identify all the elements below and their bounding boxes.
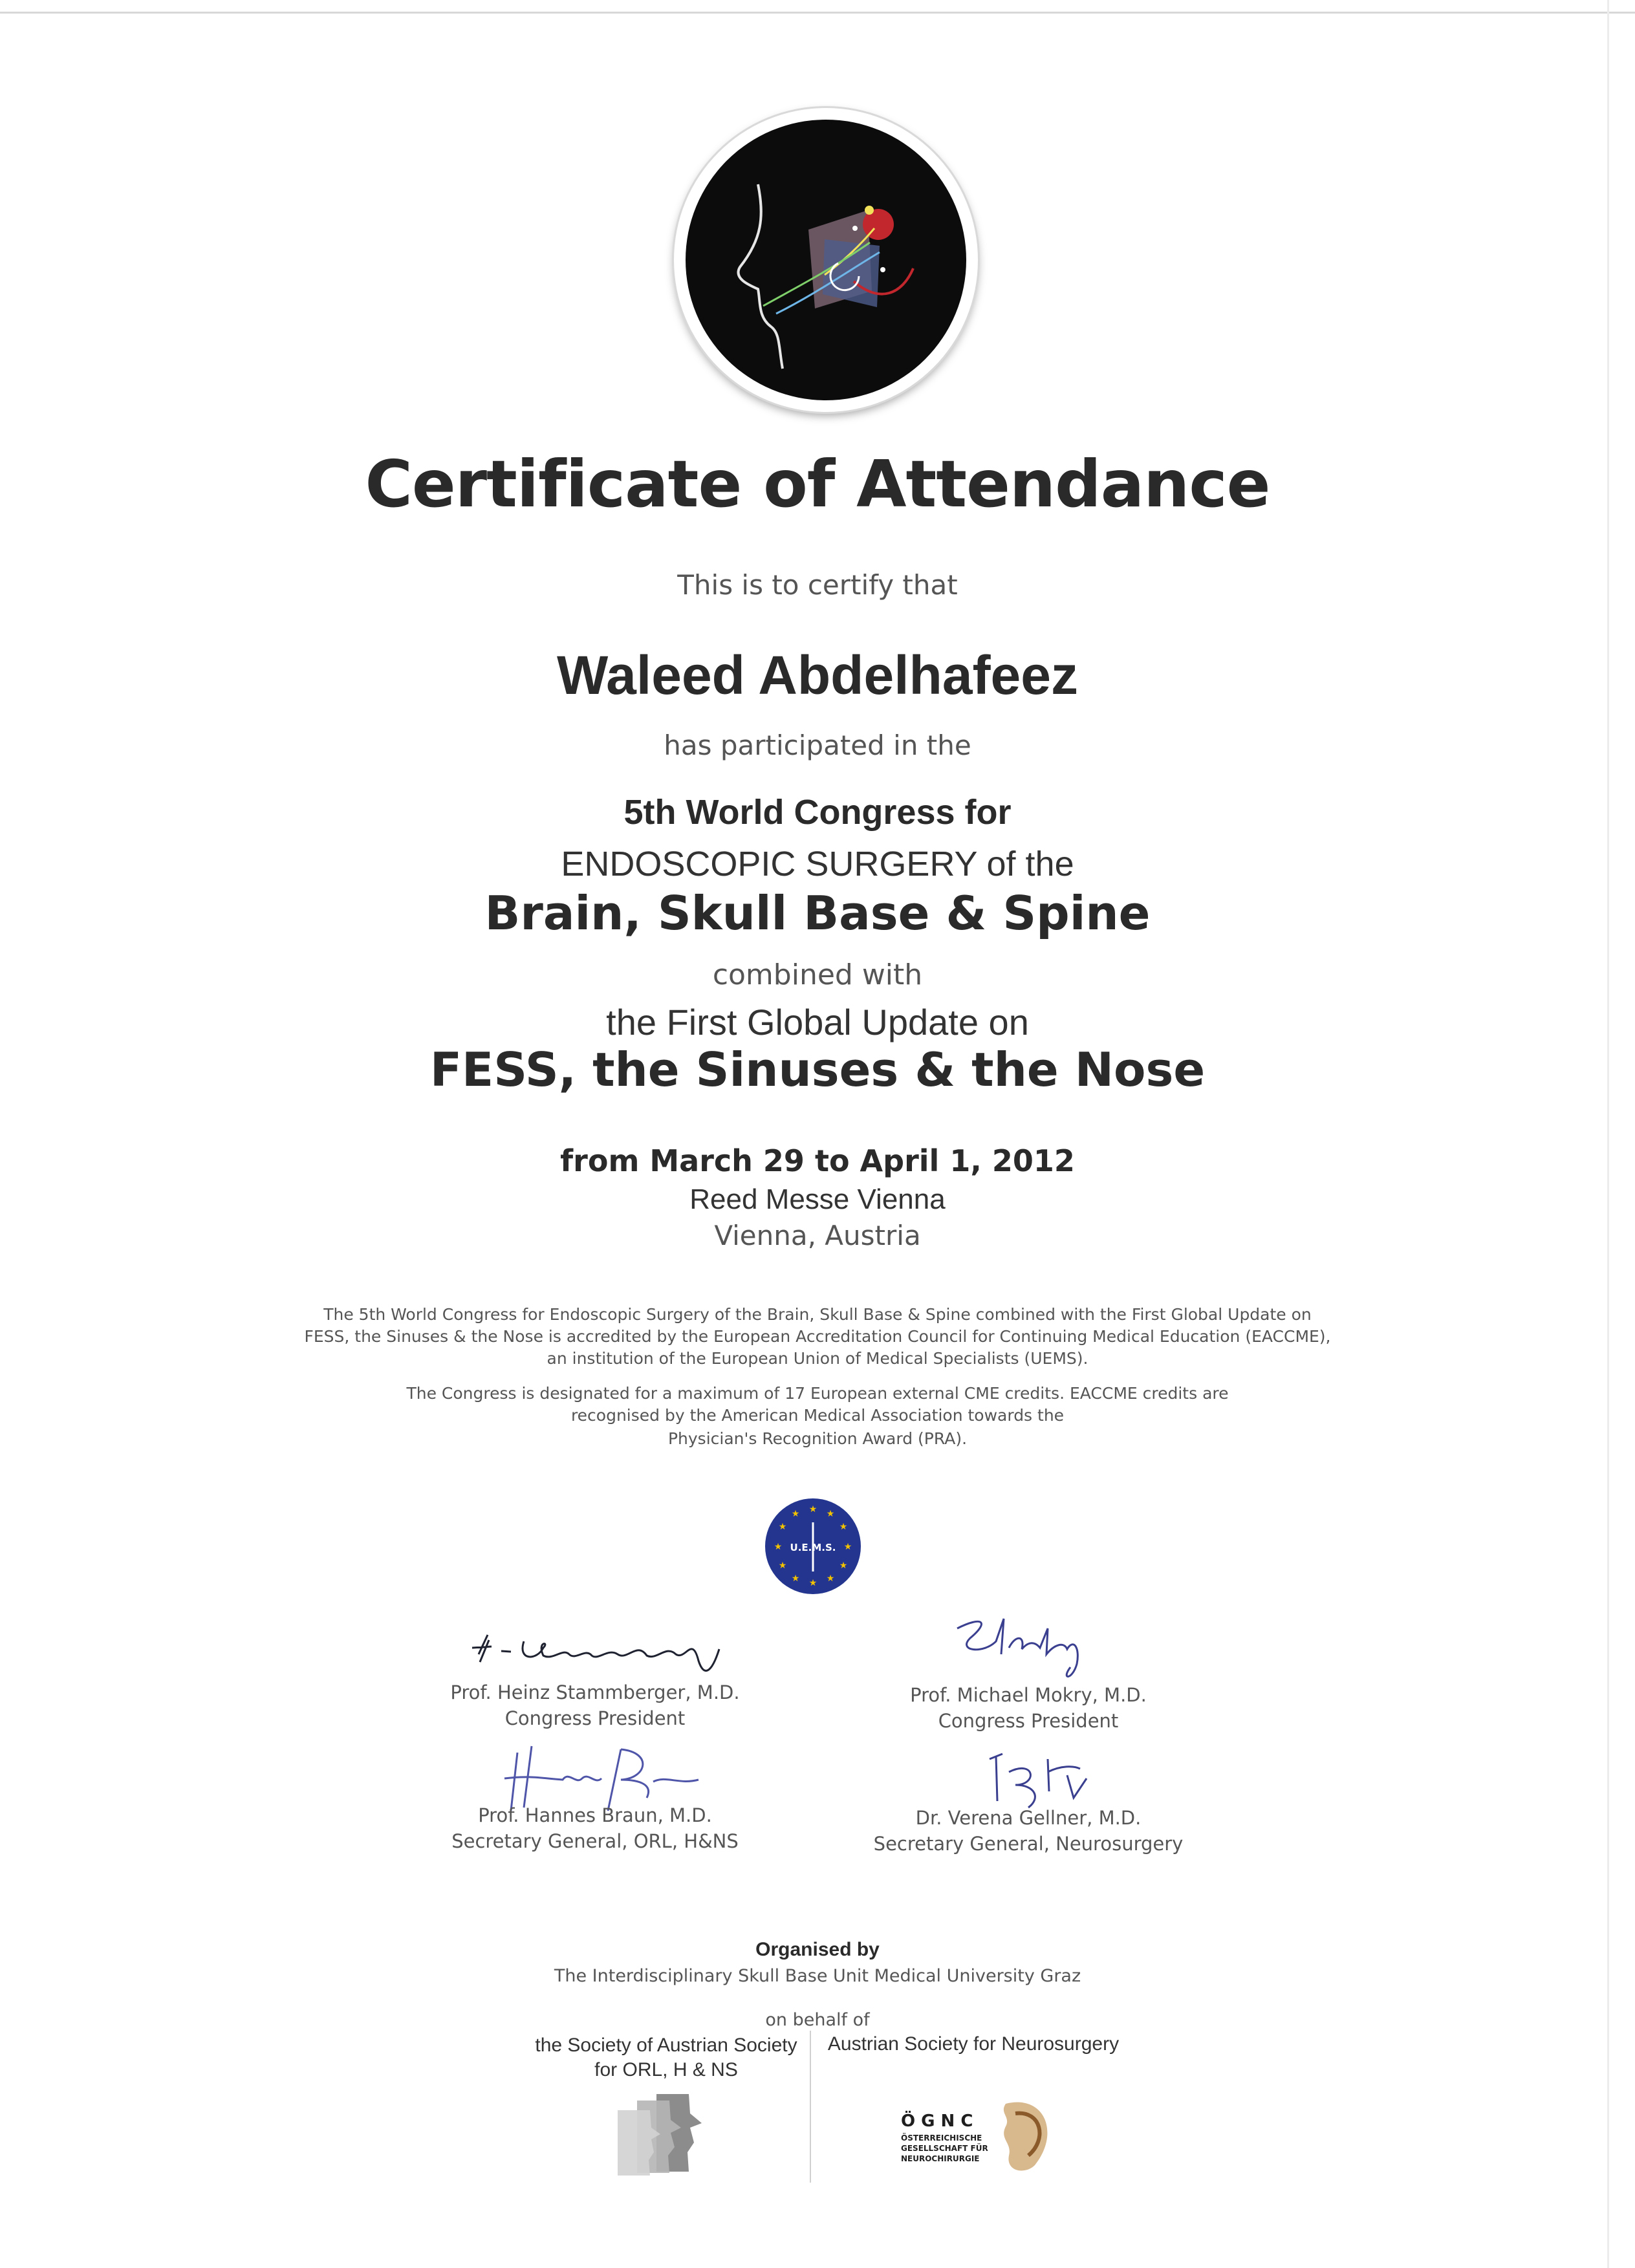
svg-text:★: ★: [808, 1578, 817, 1588]
event-dates: from March 29 to April 1, 2012: [560, 1143, 1075, 1178]
participated-line: has participated in the: [664, 729, 971, 761]
ognc-line-3: NEUROCHIRURGIE: [901, 2154, 980, 2163]
accreditation-line-1: The 5th World Congress for Endoscopic Surgery of the Brain, Skull Base & Spine combined with the First Global Update on: [323, 1305, 1312, 1324]
signatory-name-3: Prof. Hannes Braun, M.D.: [478, 1804, 712, 1826]
signatory-role-3: Secretary General, ORL, H&NS: [451, 1830, 739, 1852]
accreditation-line-2: FESS, the Sinuses & the Nose is accredited by the European Accreditation Council for Continuing Medical Education (EACCME),: [304, 1327, 1331, 1346]
signatory-role-2: Congress President: [938, 1710, 1119, 1732]
ognc-letters: Ö G N C: [901, 2111, 973, 2131]
signatory-name-2: Prof. Michael Mokry, M.D.: [910, 1684, 1147, 1706]
combined-line: combined with: [712, 958, 923, 991]
brain-line: Brain, Skull Base & Spine: [484, 886, 1151, 940]
signature-stammberger: [466, 1615, 750, 1687]
signature-mokry: [944, 1603, 1112, 1687]
event-city: Vienna, Austria: [714, 1220, 921, 1251]
attendee-name: Waleed Abdelhafeez: [557, 645, 1078, 706]
fess-line: FESS, the Sinuses & the Nose: [429, 1042, 1206, 1097]
first-global-line: the First Global Update on: [606, 1002, 1029, 1042]
signatory-name-4: Dr. Verena Gellner, M.D.: [915, 1807, 1142, 1829]
on-behalf-label: on behalf of: [765, 2010, 870, 2030]
ognc-line-1: ÖSTERREICHISCHE: [901, 2133, 982, 2143]
congress-line: 5th World Congress for: [623, 793, 1012, 832]
svg-text:★: ★: [808, 1504, 817, 1515]
ognc-society-logo-icon: [896, 2094, 1061, 2175]
svg-text:★: ★: [778, 1522, 787, 1532]
society-divider: [810, 2031, 811, 2183]
event-venue: Reed Messe Vienna: [689, 1183, 946, 1215]
accreditation-line-5: recognised by the American Medical Association towards the: [570, 1406, 1065, 1425]
svg-text:★: ★: [826, 1573, 835, 1584]
scan-edge-top: [0, 12, 1635, 14]
signatory-role-1: Congress President: [504, 1707, 686, 1729]
svg-text:★: ★: [778, 1561, 787, 1571]
signatory-role-4: Secretary General, Neurosurgery: [873, 1833, 1184, 1855]
signature-gellner: [977, 1746, 1106, 1811]
society-orl-line-1: the Society of Austrian Society: [535, 2035, 797, 2056]
svg-text:★: ★: [843, 1542, 852, 1552]
svg-text:★: ★: [791, 1509, 800, 1519]
emblem-illustration: [686, 120, 966, 400]
svg-text:★: ★: [839, 1561, 848, 1571]
accreditation-line-6: Physician's Recognition Award (PRA).: [667, 1429, 968, 1448]
svg-text:★: ★: [791, 1573, 800, 1584]
orl-society-logo-icon: [611, 2088, 718, 2178]
svg-text:★: ★: [826, 1509, 835, 1519]
society-neurosurgery: Austrian Society for Neurosurgery: [827, 2033, 1120, 2055]
organised-by-label: Organised by: [755, 1939, 880, 1960]
organising-unit: The Interdisciplinary Skull Base Unit Medical University Graz: [554, 1966, 1081, 1986]
signatory-name-1: Prof. Heinz Stammberger, M.D.: [450, 1681, 740, 1703]
congress-emblem: [674, 108, 978, 412]
ognc-line-2: GESELLSCHAFT FÜR: [901, 2144, 988, 2153]
svg-text:★: ★: [774, 1542, 783, 1552]
uems-seal-icon: [763, 1496, 863, 1596]
uems-seal-text: U.E.M.S.: [790, 1542, 836, 1553]
certify-line: This is to certify that: [677, 569, 958, 601]
society-orl-line-2: for ORL, H & NS: [594, 2059, 738, 2080]
accreditation-line-3: an institution of the European Union of Medical Specialists (UEMS).: [547, 1349, 1088, 1368]
scan-edge-right: [1607, 0, 1609, 2268]
svg-text:★: ★: [839, 1522, 848, 1532]
certificate-title: Certificate of Attendance: [365, 446, 1270, 522]
society-orl: [504, 2033, 828, 2082]
emblem-disc: [686, 120, 966, 400]
endoscopic-line: ENDOSCOPIC SURGERY of the: [561, 845, 1074, 883]
accreditation-line-4: The Congress is designated for a maximum of 17 European external CME credits. EACCME credits are: [406, 1384, 1229, 1403]
